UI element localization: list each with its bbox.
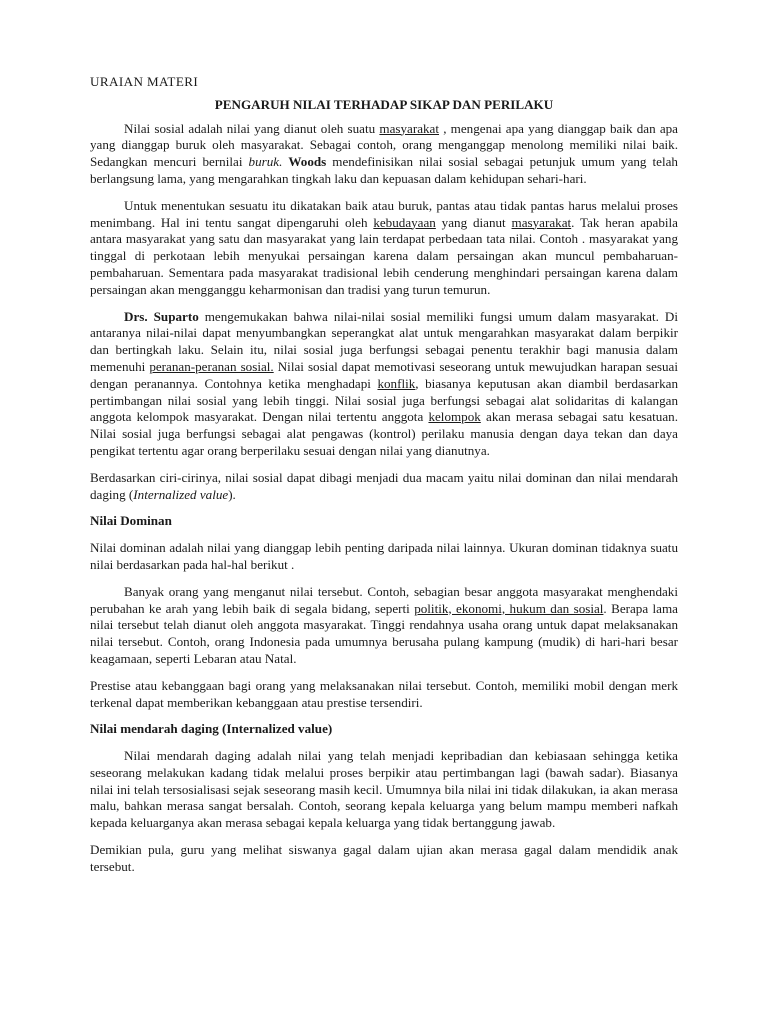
link-peranan-sosial[interactable]: peranan-peranan sosial. [149, 358, 274, 374]
text-run: mengemukakan bahwa nilai-nilai sosial memiliki fungsi umum dalam masyarakat. Di antaranya nilai-nilai dapat menyumbangkan seperangkat alat untuk mengarahkan masyarakat dalam berpikir dan bertingkah laku. Selain itu, nilai sosial juga berfungsi sebagai penentu terakhir bagi manusia dalam memenuhi [90, 308, 678, 374]
text-run: , biasanya keputusan akan diambil berdasarkan pertimbangan nilai sosial yang lebih tinggi. Nilai sosial juga berfungsi sebagai alat solidaritas di kalangan anggota kelompok masyarakat. Dengan nilai tertentu anggota [90, 375, 678, 425]
paragraph-menimbang [90, 198, 678, 299]
document-title: PENGARUH NILAI TERHADAP SIKAP DAN PERILAKU [214, 96, 554, 112]
link-masyarakat[interactable]: masyarakat [379, 120, 440, 136]
text-run: Nilai sosial dapat memotivasi seseorang untuk mewujudkan harapan sesuai dengan peranannya. Contohnya ketika menghadapi [90, 358, 678, 391]
link-konflik[interactable]: konflik [377, 375, 416, 391]
paragraph-mendarah-daging: Nilai mendarah daging adalah nilai yang telah menjadi kepribadian dan kebiasaan sehingga ketika seseorang melakukan kadang tidak melalui proses berpikir atau pertimbangan lagi (bawah sadar). Biasanya nilai ini telah tersosialisasi sejak seseorang masih kecil. Umumnya bila nilai ini tidak dilakukan, ia akan merasa malu, bahkan merasa sangat bersalah. Contoh, seorang kepala keluarga yang belum mampu memberi nafkah kepada keluarganya akan merasa sebagai kepala keluarga yang tidak bertanggung jawab. [90, 748, 678, 831]
italic-term: buruk. [248, 154, 283, 170]
text-run: mendefinisikan nilai sosial sebagai petunjuk umum yang telah berlangsung lama, yang mengarahkan tingkah laku dan kepuasan dalam kehidupan sehari-hari. [90, 154, 678, 186]
text-run: Nilai sosial adalah nilai yang dianut oleh suatu [124, 120, 380, 136]
text-run: ). [228, 486, 236, 502]
text-run: Untuk menentukan sesuatu itu dikatakan baik atau buruk, pantas atau tidak pantas harus melalui proses menimbang. Hal ini tentu sangat dipengaruhi oleh [90, 197, 678, 230]
text-run: Berdasarkan ciri-cirinya, nilai sosial dapat dibagi menjadi dua macam yaitu nilai dominan dan nilai mendarah daging ( [90, 469, 678, 502]
bold-name-woods: Woods [288, 154, 327, 170]
heading-nilai-mendarah-daging: Nilai mendarah daging (Internalized value) [90, 721, 333, 737]
text-run: akan merasa sebagai satu kesatuan. Nilai sosial juga berfungsi sebagai alat pengawas (kontrol) perilaku manusia dengan daya tekan dan daya pengikat tertentu agar orang berperilaku sesuai dengan nilai yang dianutnya. [90, 409, 678, 458]
link-kelompok[interactable]: kelompok [428, 409, 481, 425]
paragraph-guru: Demikian pula, guru yang melihat siswanya gagal dalam ujian akan merasa gagal dalam mendidik anak tersebut. [90, 842, 678, 874]
bold-name-suparto: Drs. Suparto [124, 308, 199, 324]
paragraph-definition [90, 121, 678, 188]
paragraph-prestise: Prestise atau kebanggaan bagi orang yang melaksanakan nilai tersebut. Contoh, memiliki mobil dengan merk terkenal dapat memberikan kebanggaan atau prestise tersendiri. [90, 677, 678, 710]
paragraph-fungsi [90, 309, 678, 460]
text-run: , mengenai apa yang dianggap baik dan apa yang dianggap buruk oleh masyarakat. Sebagai contoh, orang menganggap menolong memiliki nilai baik. Sedangkan mencuri bernilai [90, 120, 678, 170]
italic-term: Internalized value [133, 486, 229, 502]
link-masyarakat[interactable]: masyarakat [511, 214, 572, 230]
text-run: yang dianut [435, 214, 512, 230]
paragraph-banyak-orang [90, 584, 678, 668]
text-run: . Berapa lama nilai tersebut telah dianut oleh anggota masyarakat. Tinggi rendahnya usaha orang untuk dapat melaksanakan nilai tersebut. Contoh, orang Indonesia pada umumnya berusaha pulang kampung (mudik) di hari-hari besar keagamaan, seperti Lebaran atau Natal. [90, 600, 678, 666]
link-kebudayaan[interactable]: kebudayaan [373, 214, 436, 230]
paragraph-klasifikasi [90, 470, 678, 504]
heading-nilai-dominan: Nilai Dominan [90, 513, 172, 529]
document-page [90, 74, 678, 886]
text-run: Banyak orang yang menganut nilai tersebut. Contoh, sebagian besar anggota masyarakat menghendaki perubahan ke arah yang lebih baik di segala bidang, seperti [90, 583, 678, 616]
text-run: . Tak heran apabila antara masyarakat yang satu dan masyarakat yang lain terdapat perbedaan tata nilai. Contoh . masyarakat yang tinggal di perkotaan lebih menyukai persaingan karena dalam persaingan akan muncul pembaharuan-pembaharuan. Sementara pada masyarakat tradisional lebih cenderung menghindari persaingan karena dalam persaingan akan mengganggu keharmonisan dan tradisi yang turun temurun. [90, 214, 678, 297]
link-politik-ekonomi-hukum-sosial[interactable]: politik, ekonomi, hukum dan sosial [414, 600, 604, 616]
paragraph-dominan: Nilai dominan adalah nilai yang dianggap lebih penting daripada nilai lainnya. Ukuran dominan tidaknya suatu nilai berdasarkan pada hal-hal berikut . [90, 540, 678, 572]
section-label: URAIAN MATERI [90, 74, 199, 89]
